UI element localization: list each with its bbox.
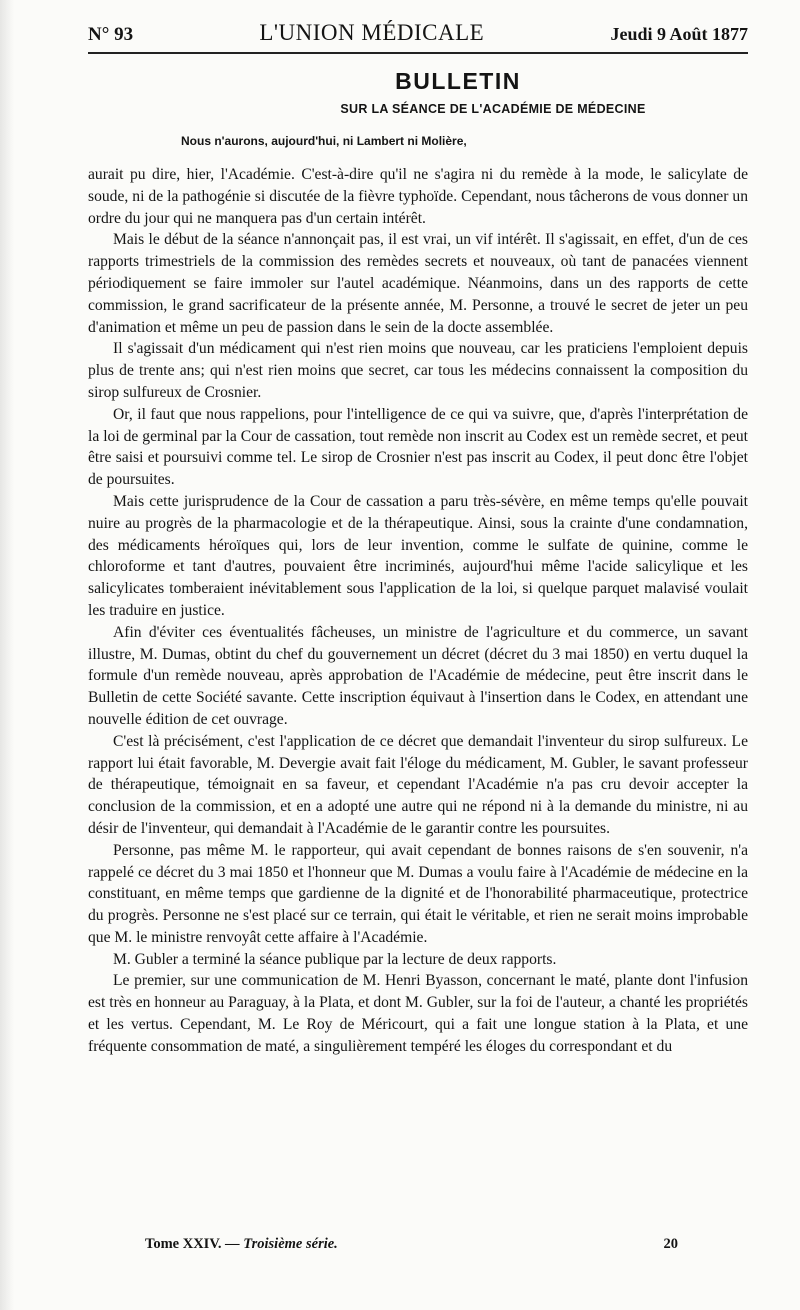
header-rule (88, 52, 748, 54)
volume-label: Tome XXIV. (145, 1236, 222, 1252)
paragraph: C'est là précisément, c'est l'application de ce décret que demandait l'inventeur du sirop sulfureux. Le rapport lui était favorable, M. Devergie avait fait l'éloge du médicament, M. Gubler, le savant professeur de thérapeutique, témoignait en sa faveur, et cependant l'Académie n'a pas cru devoir accepter la conclusion de la commission, et en a adopté une autre qui ne répond ni à la demande du ministre, ni au désir de l'inventeur, qui demandait à l'Académie de le garantir contre les poursuites. (88, 732, 748, 837)
paragraph: Mais cette jurisprudence de la Cour de cassation a paru très-sévère, en même temps qu'elle pouvait nuire au progrès de la pharmacologie et de la thérapeutique. Ainsi, sous la crainte d'une condamnation, des médicaments héroïques qui, lors de leur invention, comme le sulfate de quinine, comme le chloroforme et tant d'autres, pouvaient être incriminés, aujourd'hui même l'acide salicylique et les salicylicates tomberaient inévitablement sous l'application de la loi, si quelque parquet malavisé voulait les traduire en justice. (88, 492, 748, 619)
article-title: BULLETIN (395, 68, 521, 94)
issue-date: Jeudi 9 Août 1877 (610, 24, 748, 44)
paragraph: aurait pu dire, hier, l'Académie. C'est-à-dire qu'il ne s'agira ni du remède à la mode, le salicylate de soude, ni de la pathogénie si discutée de la fièvre typhoïde. Cependant, nous tâcherons de vous donner un ordre du jour qui ne manquera pas d'un certain intérêt. (88, 166, 748, 227)
paragraph: Le premier, sur une communication de M. Henri Byasson, concernant le maté, plante dont l'infusion est très en honneur au Paraguay, à la Plata, et dont M. Gubler, sur la foi de l'auteur, a chanté les propriétés et les vertus. Cependant, M. Le Roy de Méricourt, qui a fait une longue station à la Plata, et une fréquente consommation de maté, a singulièrement tempéré les éloges du correspondant et du (88, 972, 748, 1055)
page-binding-shadow (0, 0, 14, 1310)
issue-number: N° 93 (88, 24, 134, 45)
running-header (88, 20, 748, 50)
paragraph: Personne, pas même M. le rapporteur, qui avait cependant de bonnes raisons de s'en souvenir, n'a rappelé ce décret du 3 mai 1850 et l'honneur que M. Dumas a voulu faire à l'Académie de médecine en la constituant, en même temps que gardienne de la dignité et de l'honorabilité pharmaceutique, protectrice du progrès. Personne ne s'est placé sur ce terrain, qui était le véritable, et rien ne serait moins improbable que M. le ministre renvoyât cette affaire à l'Académie. (88, 841, 748, 946)
paragraph: Afin d'éviter ces éventualités fâcheuses, un ministre de l'agriculture et du commerce, un savant illustre, M. Dumas, obtint du chef du gouvernement un décret (décret du 3 mai 1850) en vertu duquel la formule d'un remède nouveau, après approbation de l'Académie de médecine, peut être inscrit dans le Bulletin de cette Société savante. Cette inscription équivaut à l'insertion dans le Codex, en attendant une nouvelle édition de cet ouvrage. (88, 623, 748, 728)
paragraph: M. Gubler a terminé la séance publique par la lecture de deux rapports. (113, 950, 557, 968)
paragraph: Or, il faut que nous rappelions, pour l'intelligence de ce qui va suivre, que, d'après l'interprétation de la loi de germinal par la Cour de cassation, tout remède non inscrit au Codex est un remède secret, et peut être saisi et poursuivi comme tel. Le sirop de Crosnier n'est pas inscrit au Codex, il peut donc être l'objet de poursuites. (88, 405, 748, 489)
page-footer (145, 1236, 678, 1253)
article-subtitle: SUR LA SÉANCE DE L'ACADÉMIE DE MÉDECINE (340, 102, 646, 116)
paragraph: Il s'agissait d'un médicament qui n'est rien moins que nouveau, car les praticiens l'emploient depuis plus de trente ans; qui n'est rien moins que secret, car tous les médecins connaissent la composition du sirop sulfureux de Crosnier. (88, 340, 748, 401)
lead-line: Nous n'aurons, aujourd'hui, ni Lambert ni Molière, (181, 134, 467, 148)
journal-title: L'UNION MÉDICALE (259, 20, 485, 45)
article-body (88, 164, 748, 1058)
journal-page (88, 20, 748, 1058)
page-number: 20 (663, 1236, 678, 1252)
paragraph: Mais le début de la séance n'annonçait pas, il est vrai, un vif intérêt. Il s'agissait, en effet, d'un de ces rapports trimestriels de la commission des remèdes secrets et nouveaux, où tant de panacées viennent périodiquement se faire immoler sur l'autel académique. Néanmoins, dans un des rapports de cette commission, le grand sacrificateur de la présente année, M. Personne, a trouvé le secret de jeter un peu d'animation et même un peu de passion dans le sein de la docte assemblée. (88, 231, 748, 336)
volume-info (145, 1236, 338, 1253)
series-label: — Troisième série. (225, 1236, 338, 1252)
